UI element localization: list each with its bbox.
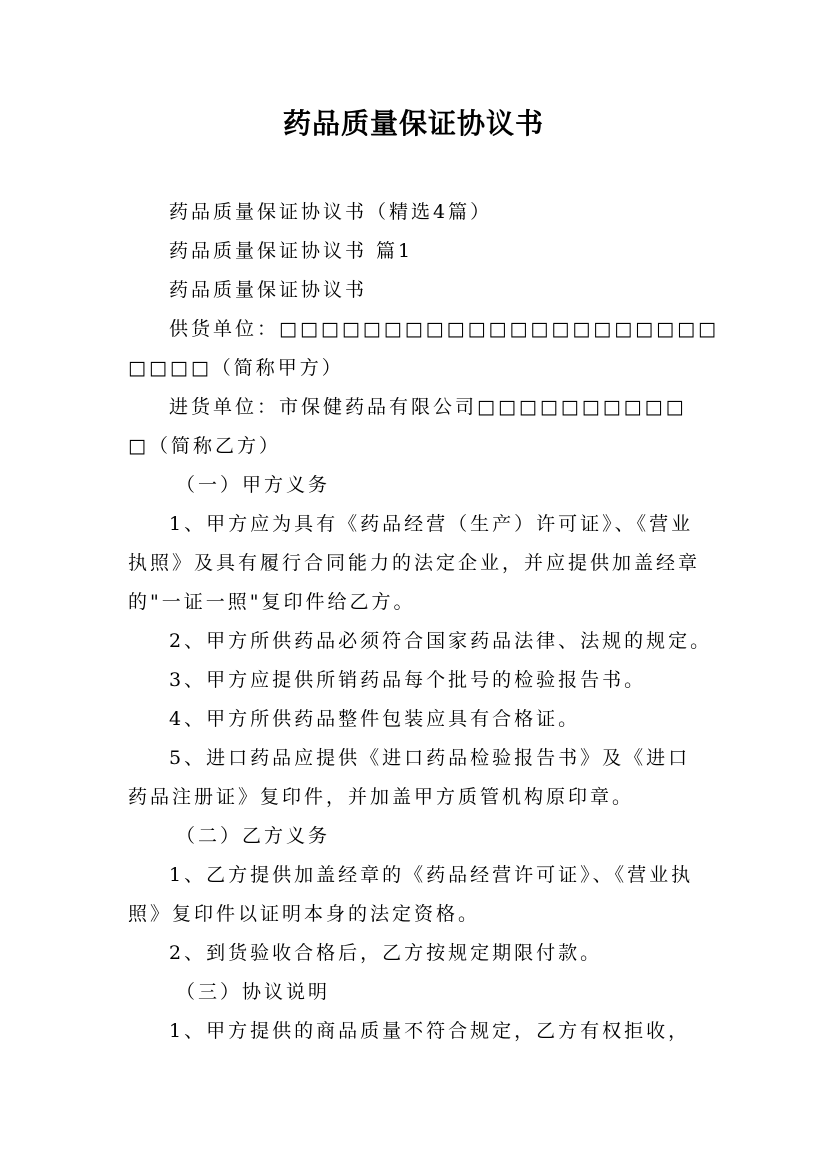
party-b-clause-2: 2、到货验收合格后，乙方按规定期限付款。	[169, 942, 603, 964]
party-a-clause-1: 1、甲方应为具有《药品经营（生产）许可证》、《营业	[169, 513, 694, 535]
party-a-clause-3: 3、甲方应提供所销药品每个批号的检验报告书。	[169, 669, 647, 691]
party-a-clause-5: 5、进口药品应提供《进口药品检验报告书》及《进口	[169, 747, 691, 769]
buyer-line: 进货单位：市保健药品有限公司□□□□□□□□□□	[169, 396, 687, 418]
agreement-note-1: 1、甲方提供的商品质量不符合规定，乙方有权拒收，	[169, 1020, 691, 1042]
supplier-line-continued: □□□□（简称甲方）	[128, 357, 344, 379]
party-a-clause-4: 4、甲方所供药品整件包装应具有合格证。	[169, 708, 581, 730]
party-b-clause-1: 1、乙方提供加盖经章的《药品经营许可证》、《营业执	[169, 864, 694, 886]
supplier-line: 供货单位：□□□□□□□□□□□□□□□□□□□□□	[169, 318, 719, 340]
party-a-clause-1-end: 的"一证一照"复印件给乙方。	[128, 591, 416, 613]
subtitle-line: 药品质量保证协议书（精选4篇）	[169, 201, 493, 223]
party-a-clause-1-continued: 执照》及具有履行合同能力的法定企业，并应提供加盖经章	[128, 552, 701, 574]
document-title: 药品质量保证协议书	[282, 107, 544, 140]
party-a-clause-5-continued: 药品注册证》复印件，并加盖甲方质管机构原印章。	[128, 786, 635, 808]
party-b-clause-1-continued: 照》复印件以证明本身的法定资格。	[128, 903, 481, 925]
agreement-heading: 药品质量保证协议书	[169, 279, 368, 301]
section-heading: 药品质量保证协议书 篇1	[169, 240, 414, 262]
buyer-line-continued: □（简称乙方）	[128, 435, 281, 457]
party-a-obligations-heading: （一）甲方义务	[176, 474, 331, 496]
agreement-notes-heading: （三）协议说明	[176, 981, 331, 1003]
party-a-clause-2: 2、甲方所供药品必须符合国家药品法律、法规的规定。	[169, 630, 713, 652]
party-b-obligations-heading: （二）乙方义务	[176, 825, 331, 847]
